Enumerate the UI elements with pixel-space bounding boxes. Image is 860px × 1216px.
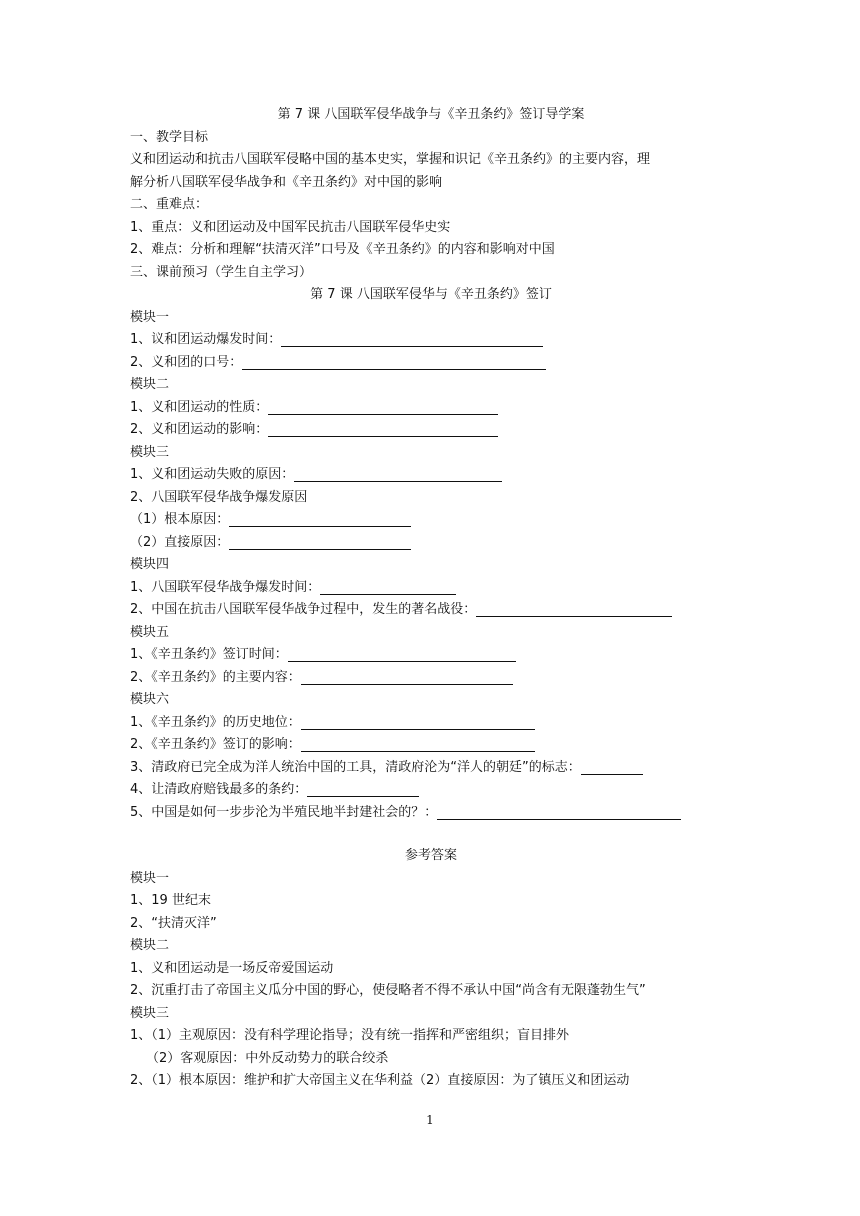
preview-heading: 三、课前预习（学生自主学习） bbox=[130, 264, 313, 280]
goals-text-line-2: 解分析八国联军侵华战争和《辛丑条约》对中国的影响 bbox=[130, 174, 443, 190]
answer-blank[interactable] bbox=[320, 579, 456, 595]
preview-title: 第 7 课 八国联军侵华与《辛丑条约》签订 bbox=[310, 287, 552, 302]
module-heading: 模块一 bbox=[130, 309, 170, 325]
question-item bbox=[130, 667, 732, 690]
question-label: 1、《辛丑条约》签订时间： bbox=[130, 647, 288, 662]
question-label: 2、八国联军侵华战争爆发原因 bbox=[130, 489, 308, 505]
question-item bbox=[130, 487, 732, 510]
section-spacer bbox=[130, 824, 732, 845]
answer-module-heading: 模块二 bbox=[130, 938, 170, 953]
question-item bbox=[130, 757, 732, 780]
question-label: 3、清政府已完全成为洋人统治中国的工具，清政府沦为“洋人的朝廷”的标志： bbox=[130, 759, 581, 775]
question-item bbox=[130, 509, 732, 532]
question-label: 1、义和团运动的性质： bbox=[130, 399, 269, 415]
question-label: 5、中国是如何一步步沦为半殖民地半封建社会的？： bbox=[130, 804, 438, 820]
question-item bbox=[130, 464, 732, 487]
answer-line: 2、沉重打击了帝国主义瓜分中国的野心，使侵略者不得不承认中国“尚含有无限蓬勃生气” bbox=[130, 983, 646, 998]
question-label: 2、《辛丑条约》签订的影响： bbox=[130, 737, 301, 752]
question-label: 2、中国在抗击八国联军侵华战争过程中，发生的著名战役： bbox=[130, 602, 477, 617]
answer-blank[interactable] bbox=[476, 601, 672, 617]
answer-line: 1、（1）主观原因：没有科学理论指导；没有统一指挥和严密组织；盲目排外 bbox=[130, 1028, 570, 1043]
question-label: 2、《辛丑条约》的主要内容： bbox=[130, 669, 301, 685]
module-heading: 模块二 bbox=[130, 377, 170, 392]
answer-blank[interactable] bbox=[288, 646, 516, 662]
goals-heading: 一、教学目标 bbox=[130, 129, 209, 145]
question-item bbox=[130, 397, 732, 420]
answer-blank[interactable] bbox=[229, 511, 411, 527]
question-label: 4、让清政府赔钱最多的条约： bbox=[130, 782, 308, 797]
answer-line: 1、19 世纪末 bbox=[130, 893, 211, 908]
answer-blank[interactable] bbox=[581, 759, 643, 775]
answers-title: 参考答案 bbox=[404, 848, 457, 863]
question-label: 1、义和团运动失败的原因： bbox=[130, 467, 295, 482]
module-heading: 模块五 bbox=[130, 624, 170, 640]
question-item bbox=[130, 599, 732, 622]
question-label: 1、《辛丑条约》的历史地位： bbox=[130, 714, 301, 730]
question-item bbox=[130, 734, 732, 757]
question-label: 2、义和团的口号： bbox=[130, 354, 243, 370]
answer-blank[interactable] bbox=[437, 804, 681, 820]
key-point: 1、重点：义和团运动及中国军民抗击八国联军侵华史实 bbox=[130, 219, 451, 235]
question-item bbox=[130, 419, 732, 442]
answer-blank[interactable] bbox=[301, 714, 535, 730]
answer-module-heading: 模块三 bbox=[130, 1005, 170, 1021]
answer-blank[interactable] bbox=[268, 399, 498, 415]
question-item bbox=[130, 779, 732, 802]
answer-blank[interactable] bbox=[301, 669, 513, 685]
question-item bbox=[130, 532, 732, 555]
answer-blank[interactable] bbox=[229, 534, 411, 550]
question-item bbox=[130, 712, 732, 735]
question-item bbox=[130, 329, 732, 352]
question-label: 2、义和团运动的影响： bbox=[130, 422, 269, 437]
question-label: （2）直接原因： bbox=[130, 534, 230, 550]
answer-module-heading: 模块一 bbox=[130, 870, 170, 886]
difficult-point: 2、难点：分析和理解“扶清灭洋”口号及《辛丑条约》的内容和影响对中国 bbox=[130, 242, 555, 257]
answer-blank[interactable] bbox=[301, 736, 535, 752]
goals-text-line-1: 义和团运动和抗击八国联军侵略中国的基本史实，掌握和识记《辛丑条约》的主要内容，理 bbox=[130, 152, 651, 167]
answer-blank[interactable] bbox=[281, 331, 543, 347]
module-heading: 模块四 bbox=[130, 557, 170, 572]
key-points-heading: 二、重难点： bbox=[130, 197, 209, 212]
question-item bbox=[130, 802, 732, 825]
answer-line: 2、（1）根本原因：维护和扩大帝国主义在华利益（2）直接原因：为了镇压义和团运动 bbox=[130, 1073, 630, 1088]
module-heading: 模块六 bbox=[130, 692, 170, 707]
answer-blank[interactable] bbox=[307, 781, 419, 797]
answer-line: （2）客观原因：中外反动势力的联合绞杀 bbox=[146, 1050, 389, 1066]
document-body bbox=[130, 104, 732, 1093]
page-number: 1 bbox=[426, 1113, 434, 1127]
question-item bbox=[130, 644, 732, 667]
question-item bbox=[130, 352, 732, 375]
document-title: 第 7 课 八国联军侵华战争与《辛丑条约》签订导学案 bbox=[277, 107, 585, 122]
module-heading: 模块三 bbox=[130, 444, 170, 460]
answer-line: 1、义和团运动是一场反帝爱国运动 bbox=[130, 960, 334, 976]
answer-blank[interactable] bbox=[268, 421, 498, 437]
question-item bbox=[130, 577, 732, 600]
question-label: 1、议和团运动爆发时间： bbox=[130, 332, 282, 347]
answer-line: 2、“扶清灭洋” bbox=[130, 915, 217, 931]
answer-blank[interactable] bbox=[294, 466, 502, 482]
question-label: 1、八国联军侵华战争爆发时间： bbox=[130, 579, 321, 595]
question-label: （1）根本原因： bbox=[130, 512, 230, 527]
answer-blank[interactable] bbox=[242, 354, 546, 370]
